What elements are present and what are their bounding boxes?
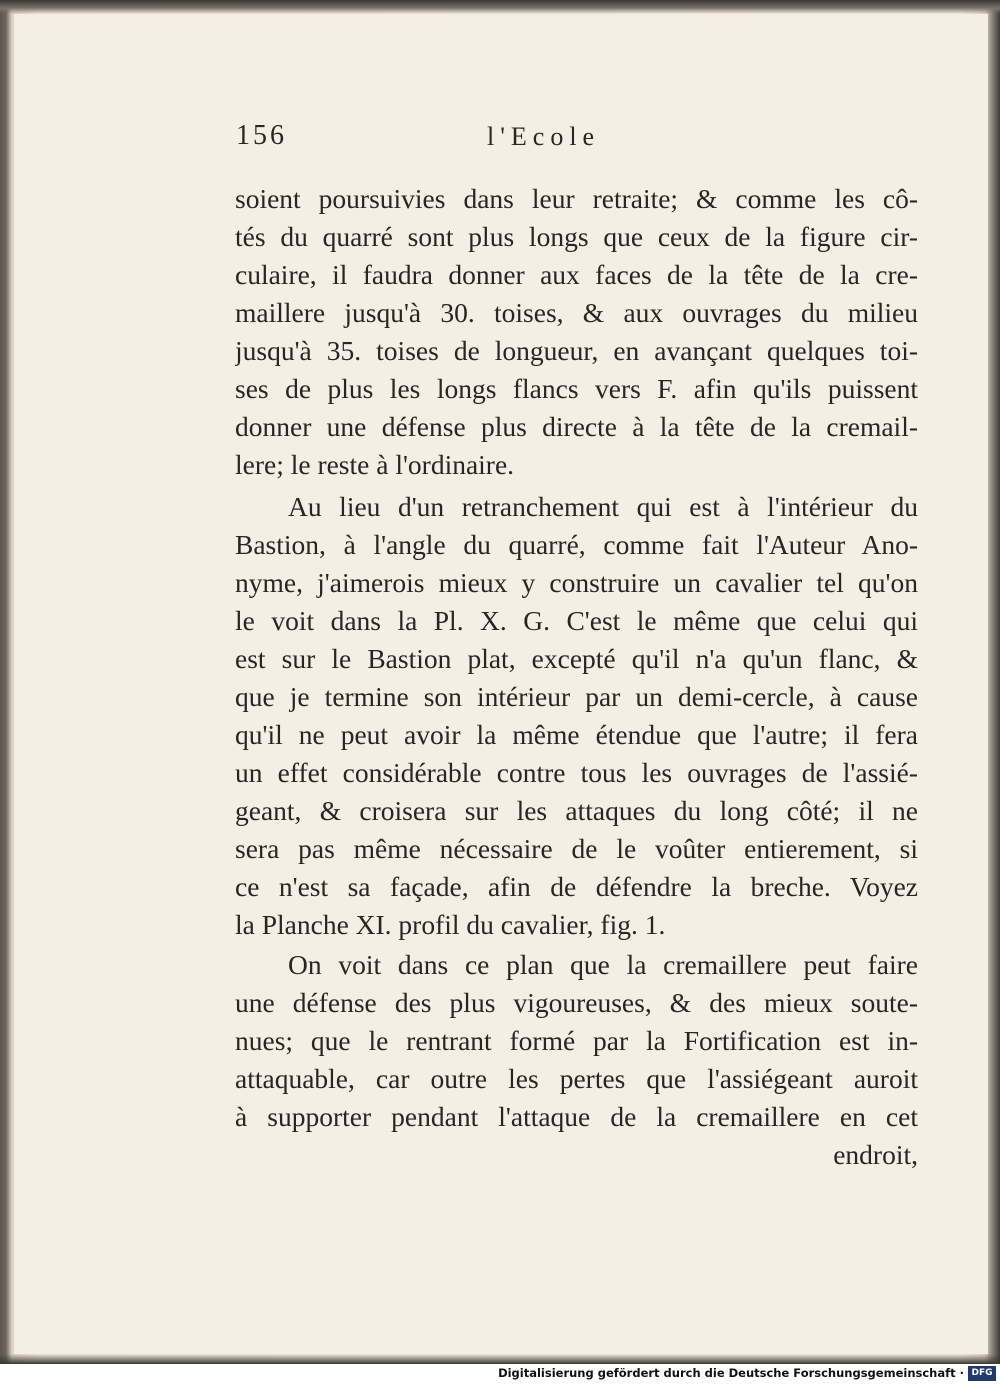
- dfg-logo: DFG: [968, 1366, 996, 1381]
- footer-bar: [0, 1364, 1000, 1384]
- text-line: que je termine son intérieur par un demi-cercle, à cause: [235, 681, 918, 712]
- text-line: nues; que le rentrant formé par la Fortification est in-: [235, 1025, 918, 1056]
- text-line: ce n'est sa façade, afin de défendre la breche. Voyez: [235, 871, 918, 902]
- catchword: endroit,: [833, 1139, 918, 1170]
- text-line: un effet considérable contre tous les ouvrages de l'assié-: [235, 757, 918, 788]
- text-line: soient poursuivies dans leur retraite; & comme les cô-: [235, 183, 918, 214]
- digitization-credit: Digitalisierung gefördert durch die Deutsche Forschungsgemeinschaft ·: [498, 1366, 964, 1380]
- text-line: le voit dans la Pl. X. G. C'est le même que celui qui: [235, 605, 918, 636]
- text-line: jusqu'à 35. toises de longueur, en avançant quelques toi-: [235, 335, 918, 366]
- text-line: culaire, il faudra donner aux faces de la tête de la cre-: [235, 259, 918, 290]
- running-head: [222, 120, 922, 164]
- text-line: nyme, j'aimerois mieux y construire un cavalier tel qu'on: [235, 567, 918, 598]
- running-head-title: l'Ecole: [487, 122, 601, 151]
- text-line: la Planche XI. profil du cavalier, fig. 1.: [235, 909, 666, 940]
- page-number: 156: [236, 120, 287, 151]
- text-line: maillere jusqu'à 30. toises, & aux ouvrages du milieu: [235, 297, 918, 328]
- text-line: sera pas même nécessaire de le voûter entierement, si: [235, 833, 918, 864]
- text-line: donner une défense plus directe à la tête de la cremail-: [235, 411, 918, 442]
- text-line: lere; le reste à l'ordinaire.: [235, 449, 515, 480]
- paragraph-first-line: Au lieu d'un retranchement qui est à l'intérieur du: [288, 491, 918, 522]
- text-line: à supporter pendant l'attaque de la cremaillere en cet: [235, 1101, 918, 1132]
- text-line: une défense des plus vigoureuses, & des mieux soute-: [235, 987, 918, 1018]
- text-line: geant, & croisera sur les attaques du long côté; il ne: [235, 795, 918, 826]
- text-line: ses de plus les longs flancs vers F. afin qu'ils puissent: [235, 373, 918, 404]
- text-line: qu'il ne peut avoir la même étendue que l'autre; il fera: [235, 719, 918, 750]
- text-line: Bastion, à l'angle du quarré, comme fait l'Auteur Ano-: [235, 529, 918, 560]
- text-line: tés du quarré sont plus longs que ceux de la figure cir-: [235, 221, 918, 252]
- text-line: est sur le Bastion plat, excepté qu'il n'a qu'un flanc, &: [235, 643, 918, 674]
- text-line: attaquable, car outre les pertes que l'assiégeant auroit: [235, 1063, 918, 1094]
- paragraph-first-line: On voit dans ce plan que la cremaillere peut faire: [288, 949, 918, 980]
